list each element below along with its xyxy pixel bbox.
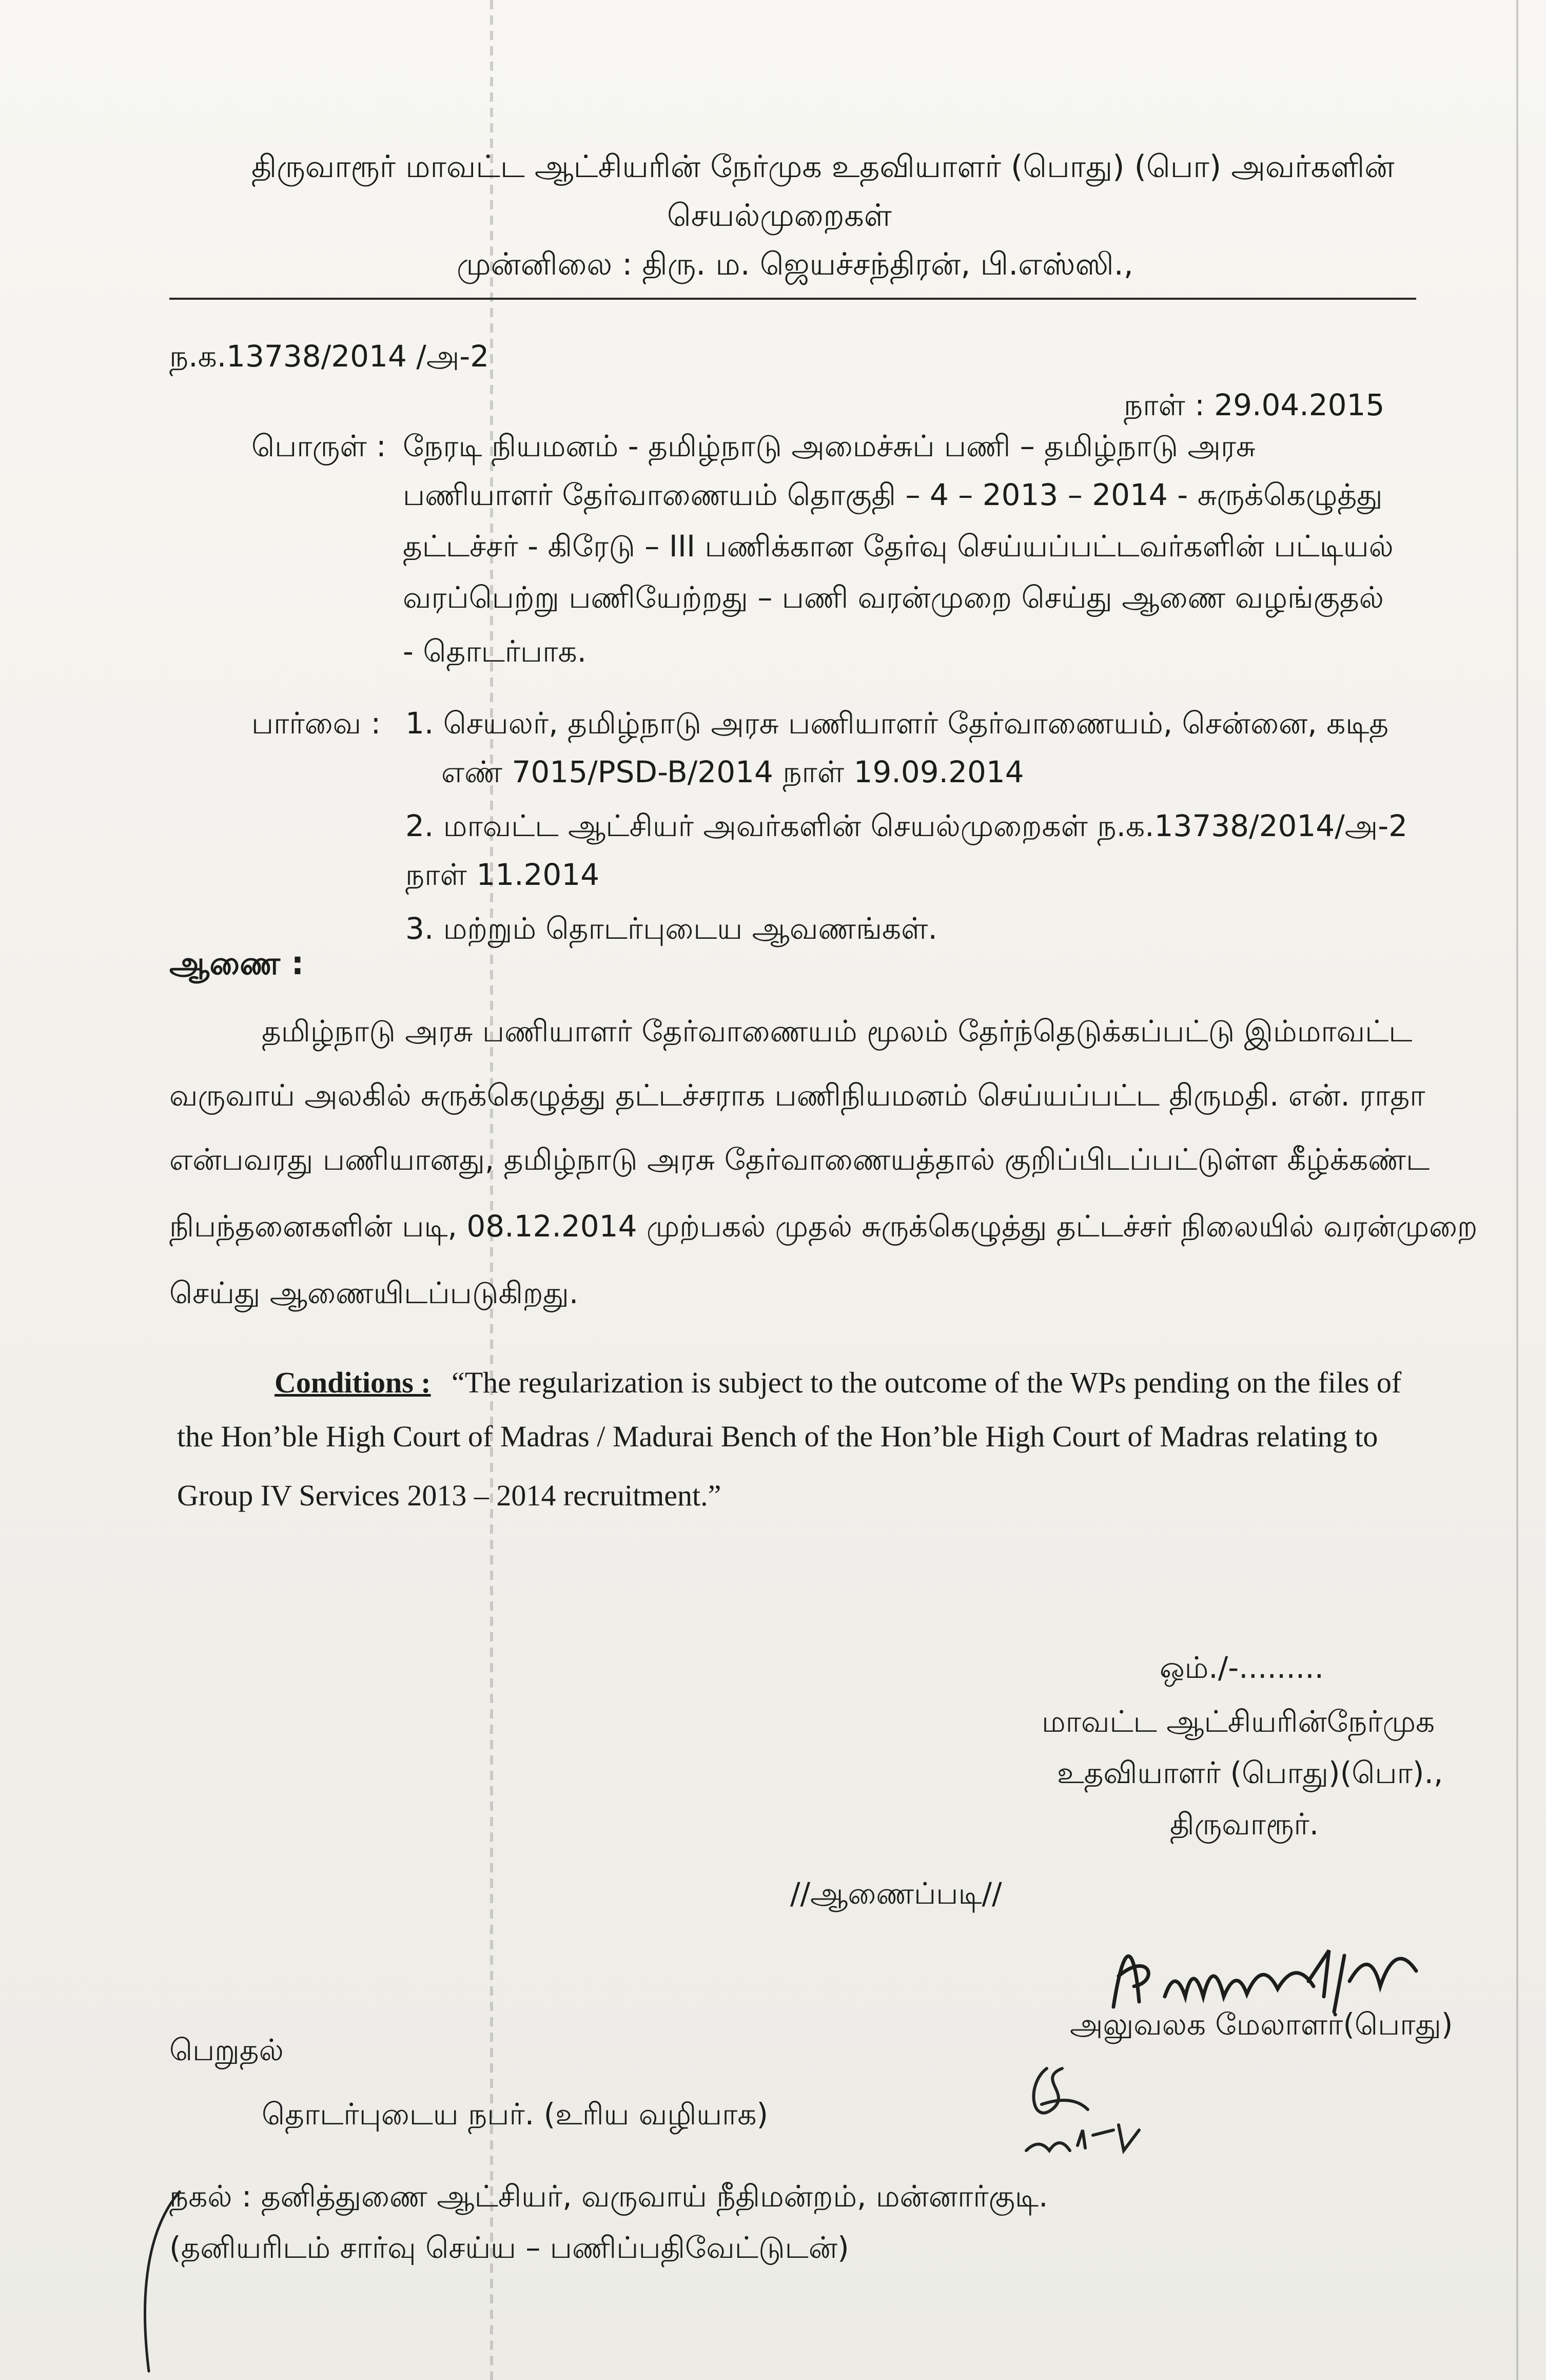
recipient-label: பெறுதல் xyxy=(169,2033,284,2067)
conditions-line: the Hon’ble High Court of Madras / Madurai Bench of the Hon’ble High Court of Madras relating to xyxy=(177,1420,1378,1453)
header-line-1: திருவாரூர் மாவட்ட ஆட்சியரின் நேர்முக உதவியாளர் (பொது) (பொ) அவர்களின் xyxy=(251,149,1395,185)
by-order: //ஆணைப்படி// xyxy=(790,1876,1002,1911)
signatory-line: திருவாரூர். xyxy=(1170,1807,1319,1842)
order-body-line: என்பவரது பணியானது, தமிழ்நாடு அரசு தேர்வாணையத்தால் குறிப்பிடப்பட்டுள்ள கீழ்க்கண்ட xyxy=(169,1142,1430,1177)
conditions-line: “The regularization is subject to the outcome of the WPs pending on the files of xyxy=(452,1366,1402,1399)
reference-item-1: 1. செயலர், தமிழ்நாடு அரசு பணியாளர் தேர்வாணையம், சென்னை, கடித xyxy=(405,706,1389,741)
reference-label: பார்வை : xyxy=(251,706,381,741)
initials-signature xyxy=(1016,2048,1170,2166)
header-rule xyxy=(169,298,1416,300)
page-fold-mark xyxy=(490,0,493,2380)
recipient: தொடர்புடைய நபர். (உரிய வழியாக) xyxy=(262,2097,769,2132)
subject-label: பொருள் : xyxy=(251,429,386,463)
copy-line: நகல் : தனித்துணை ஆட்சியர், வருவாய் நீதிமன்றம், மன்னார்குடி. xyxy=(169,2179,1048,2214)
reference-number: ந.க.13738/2014 /அ-2 xyxy=(169,339,490,374)
order-body-line: வருவாய் அலகில் சுருக்கெழுத்து தட்டச்சராக பணிநியமனம் செய்யப்பட்ட திருமதி. என். ராதா xyxy=(169,1078,1425,1113)
reference-item-3: 3. மற்றும் தொடர்புடைய ஆவணங்கள். xyxy=(405,911,937,946)
subject-line: பணியாளர் தேர்வாணையம் தொகுதி – 4 – 2013 – 2014 - சுருக்கெழுத்து xyxy=(403,477,1383,512)
header-line-3: முன்னிலை : திரு. ம. ஜெயச்சந்திரன், பி.எஸ்ஸி., xyxy=(457,246,1133,282)
conditions-label: Conditions : xyxy=(275,1366,431,1399)
order-body-line: நிபந்தனைகளின் படி, 08.12.2014 முற்பகல் முதல் சுருக்கெழுத்து தட்டச்சர் நிலையில் வரன்முறை xyxy=(169,1209,1478,1244)
subject-line: நேரடி நியமனம் - தமிழ்நாடு அமைச்சுப் பணி – தமிழ்நாடு அரசு xyxy=(403,429,1256,463)
pen-mark xyxy=(128,2186,190,2376)
signed-mark: ஒம்./-......... xyxy=(1160,1650,1324,1685)
copy-line: (தனியரிடம் சார்வு செய்ய – பணிப்பதிவேட்டுடன்) xyxy=(169,2230,849,2265)
signatory-line: உதவியாளர் (பொது)(பொ)., xyxy=(1057,1755,1443,1790)
order-label: ஆணை : xyxy=(169,944,304,982)
header-line-2: செயல்முறைகள் xyxy=(667,198,892,234)
order-body-line: செய்து ஆணையிடப்படுகிறது. xyxy=(169,1275,579,1310)
subject-line: - தொடர்பாக. xyxy=(403,634,587,669)
reference-item-1-cont: எண் 7015/PSD-B/2014 நாள் 19.09.2014 xyxy=(441,754,1024,789)
signatory-line: மாவட்ட ஆட்சியரின்நேர்முக xyxy=(1042,1704,1435,1739)
office-manager-title: அலுவலக மேலாளர்(பொது) xyxy=(1070,2007,1453,2042)
page-edge-shadow xyxy=(1516,0,1518,2380)
subject-line: வரப்பெற்று பணியேற்றது – பணி வரன்முறை செய்து ஆணை வழங்குதல் xyxy=(403,580,1384,615)
subject-line: தட்டச்சர் - கிரேடு – III பணிக்கான தேர்வு செய்யப்பட்டவர்களின் பட்டியல் xyxy=(403,529,1394,564)
reference-item-2-cont: நாள் 11.2014 xyxy=(405,857,600,892)
order-date: நாள் : 29.04.2015 xyxy=(1124,388,1385,422)
reference-item-2: 2. மாவட்ட ஆட்சியர் அவர்களின் செயல்முறைகள் ந.க.13738/2014/அ-2 xyxy=(405,808,1408,843)
order-body-line: தமிழ்நாடு அரசு பணியாளர் தேர்வாணையம் மூலம் தேர்ந்தெடுக்கப்பட்டு இம்மாவட்ட xyxy=(262,1014,1413,1049)
conditions-line: Group IV Services 2013 – 2014 recruitment.” xyxy=(177,1479,721,1512)
